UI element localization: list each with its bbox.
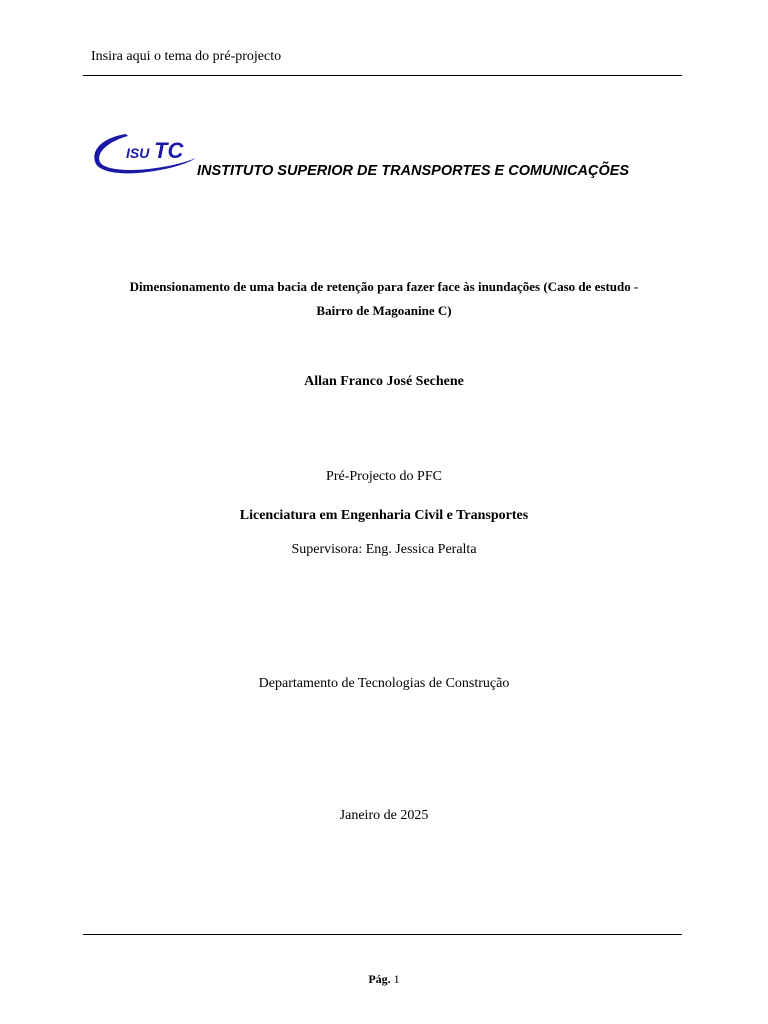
document-subtitle: Pré-Projecto do PFC <box>326 469 442 484</box>
page-header-text: Insira aqui o tema do pré-projecto <box>91 49 282 64</box>
header-rule <box>83 75 682 76</box>
page-number: 1 <box>393 972 400 986</box>
logo-tc-text: TC <box>154 138 184 163</box>
supervisor-line: Supervisora: Eng. Jessica Peralta <box>291 542 477 557</box>
document-title-line-2: Bairro de Magoanine C) <box>316 303 452 318</box>
author-name: Allan Franco José Sechene <box>304 374 464 389</box>
logo-isu-text: ISU <box>126 145 150 161</box>
isutc-logo-graphic <box>90 128 200 180</box>
department-name: Departamento de Tecnologias de Construção <box>258 676 510 691</box>
page-footer <box>0 971 768 987</box>
document-date: Janeiro de 2025 <box>339 808 429 823</box>
page-label: Pág. <box>368 972 391 986</box>
footer-rule <box>83 934 682 935</box>
institute-name: INSTITUTO SUPERIOR DE TRANSPORTES E COMUNICAÇÕES <box>197 163 630 179</box>
degree-name: Licenciatura em Engenharia Civil e Transportes <box>239 508 529 523</box>
isutc-logo <box>90 128 200 180</box>
document-title-line-1: Dimensionamento de uma bacia de retenção para fazer face às inundações (Caso de estudo - <box>129 279 639 294</box>
